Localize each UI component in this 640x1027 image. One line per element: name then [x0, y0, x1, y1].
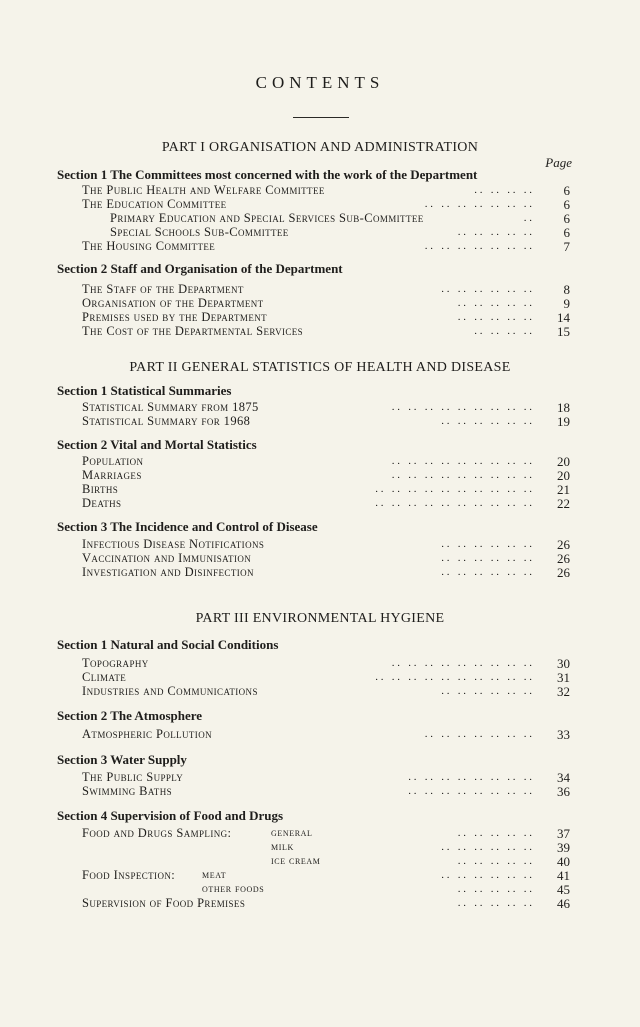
section-heading: Section 2 Staff and Organisation of the Department	[57, 261, 343, 276]
entry-label: The Staff of the Department	[82, 282, 244, 296]
entry-label: Special Schools Sub-Committee	[110, 225, 289, 239]
entry-label: Statistical Summary from 1875	[82, 400, 259, 414]
entry-page: 41	[557, 868, 570, 883]
entry-sublabel: other foods	[202, 883, 265, 895]
entry-label: Topography	[82, 656, 149, 670]
entry-label: Supervision of Food Premises	[82, 896, 246, 910]
leader-dots: . . . . . . . . . .	[457, 883, 532, 895]
entry-label: The Cost of the Departmental Services	[82, 324, 304, 338]
toc-entry[interactable]	[82, 565, 570, 580]
entry-label: Climate	[82, 670, 127, 684]
entry-page: 6	[563, 183, 570, 198]
toc-entry[interactable]	[82, 656, 570, 671]
entry-page: 40	[557, 854, 570, 869]
entry-page: 34	[557, 770, 570, 785]
entry-label: Food and Drugs Sampling:	[82, 826, 232, 840]
entry-page: 8	[563, 282, 570, 297]
toc-entry[interactable]	[82, 183, 570, 198]
leader-dots: . . . . . . . . . . . .	[441, 841, 532, 853]
leader-dots: . . . . . . . . . . . .	[441, 538, 532, 550]
entry-label: Births	[82, 482, 119, 496]
entry-label: Organisation of the Department	[82, 296, 264, 310]
leader-dots: . . . . . . . .	[474, 325, 532, 337]
entry-page: 26	[557, 551, 570, 566]
entry-label: Deaths	[82, 496, 122, 510]
entry-page: 6	[563, 197, 570, 212]
leader-dots: . .	[523, 212, 532, 224]
toc-entry[interactable]	[82, 784, 570, 799]
leader-dots: . . . . . . . . . . . . . . . .	[408, 771, 532, 783]
entry-page: 45	[557, 882, 570, 897]
toc-entry[interactable]	[82, 496, 570, 511]
entry-page: 39	[557, 840, 570, 855]
entry-page: 46	[557, 896, 570, 911]
leader-dots: . . . . . . . . . . . . . . . . . .	[391, 657, 532, 669]
toc-entry[interactable]	[82, 770, 570, 785]
entry-page: 32	[557, 684, 570, 699]
entry-page: 26	[557, 565, 570, 580]
entry-page: 20	[557, 454, 570, 469]
leader-dots: . . . . . . . . . . . . . .	[424, 198, 532, 210]
entry-sublabel: ice cream	[271, 855, 321, 867]
entry-page: 6	[563, 225, 570, 240]
leader-dots: . . . . . . . . . . . .	[441, 566, 532, 578]
leader-dots: . . . . . . . .	[474, 184, 532, 196]
entry-label: Food Inspection:	[82, 868, 176, 882]
entry-label: Marriages	[82, 468, 142, 482]
entry-page: 19	[557, 414, 570, 429]
part-heading: PART II GENERAL STATISTICS OF HEALTH AND DISEASE	[129, 360, 511, 375]
entry-label: The Education Committee	[82, 197, 227, 211]
part-heading: PART III ENVIRONMENTAL HYGIENE	[195, 611, 445, 626]
section-heading: Section 3 The Incidence and Control of Disease	[57, 519, 318, 534]
toc-entry[interactable]	[82, 454, 570, 469]
toc-entry[interactable]	[110, 211, 570, 226]
toc-entry[interactable]	[82, 868, 570, 883]
entry-label: The Public Supply	[82, 770, 184, 784]
entry-page: 18	[557, 400, 570, 415]
leader-dots: . . . . . . . . . . . . . .	[424, 728, 532, 740]
section-heading: Section 4 Supervision of Food and Drugs	[57, 808, 284, 823]
entry-page: 33	[557, 727, 570, 742]
entry-page: 15	[557, 324, 570, 339]
leader-dots: . . . . . . . . . . . .	[441, 685, 532, 697]
leader-dots: . . . . . . . . . .	[457, 897, 532, 909]
toc-entry[interactable]	[82, 310, 570, 325]
entry-page: 21	[557, 482, 570, 497]
entry-sublabel: meat	[202, 869, 227, 881]
entry-label: The Public Health and Welfare Committee	[82, 183, 325, 197]
section-heading: Section 3 Water Supply	[57, 752, 187, 767]
leader-dots: . . . . . . . . . . . . . . . . . . . .	[375, 497, 532, 509]
entry-label: Swimming Baths	[82, 784, 173, 798]
section-heading: Section 1 Natural and Social Conditions	[57, 637, 279, 652]
leader-dots: . . . . . . . . . . . . . . . . . .	[391, 469, 532, 481]
page-title: CONTENTS	[255, 73, 385, 92]
leader-dots: . . . . . . . . . .	[457, 827, 532, 839]
entry-label: Premises used by the Department	[82, 310, 268, 324]
leader-dots: . . . . . . . . . .	[457, 311, 532, 323]
leader-dots: . . . . . . . . . .	[457, 297, 532, 309]
leader-dots: . . . . . . . . . . . . . . . . . . . .	[375, 483, 532, 495]
entry-page: 14	[557, 310, 570, 325]
toc-entry[interactable]	[82, 482, 570, 497]
page-column-label: Page	[545, 155, 572, 170]
entry-label: The Housing Committee	[82, 239, 216, 253]
toc-entry[interactable]	[82, 400, 570, 415]
leader-dots: . . . . . . . . . . . . . . . . . .	[391, 455, 532, 467]
toc-entry[interactable]	[82, 882, 570, 897]
entry-page: 36	[557, 784, 570, 799]
toc-entry[interactable]	[82, 551, 570, 566]
toc-entry[interactable]	[82, 670, 570, 685]
entry-page: 7	[563, 239, 570, 254]
toc-entry[interactable]	[82, 896, 570, 911]
leader-dots: . . . . . . . . . . . .	[441, 283, 532, 295]
toc-entry[interactable]	[82, 727, 570, 742]
toc-entry[interactable]	[110, 225, 570, 240]
leader-dots: . . . . . . . . . . . . . . . .	[408, 785, 532, 797]
toc-entry[interactable]	[82, 324, 570, 339]
entry-label: Statistical Summary for 1968	[82, 414, 251, 428]
entry-label: Population	[82, 454, 144, 468]
entry-label: Vaccination and Immunisation	[82, 551, 252, 565]
section-heading: Section 1 Statistical Summaries	[57, 383, 232, 398]
toc-entry[interactable]	[82, 414, 570, 429]
toc-entry[interactable]	[82, 684, 570, 699]
title-rule	[293, 117, 349, 118]
entry-page: 37	[557, 826, 570, 841]
entry-page: 9	[563, 296, 570, 311]
entry-page: 6	[563, 211, 570, 226]
entry-page: 22	[557, 496, 570, 511]
toc-entry[interactable]	[82, 537, 570, 552]
section-heading: Section 2 Vital and Mortal Statistics	[57, 437, 257, 452]
toc-entry[interactable]	[82, 468, 570, 483]
leader-dots: . . . . . . . . . . . . . . . . . . . .	[375, 671, 532, 683]
leader-dots: . . . . . . . . . . . .	[441, 869, 532, 881]
entry-label: Investigation and Disinfection	[82, 565, 254, 579]
toc-entry[interactable]	[82, 282, 570, 297]
section-heading: Section 2 The Atmosphere	[57, 708, 203, 723]
entry-page: 26	[557, 537, 570, 552]
toc-entry[interactable]	[82, 239, 570, 254]
leader-dots: . . . . . . . . . .	[457, 855, 532, 867]
leader-dots: . . . . . . . . . . . .	[441, 415, 532, 427]
part-heading: PART I ORGANISATION AND ADMINISTRATION	[161, 140, 479, 155]
toc-entry[interactable]	[82, 826, 570, 841]
toc-entry[interactable]	[82, 197, 570, 212]
entry-page: 30	[557, 656, 570, 671]
entry-label: Industries and Communications	[82, 684, 258, 698]
entry-sublabel: general	[271, 827, 313, 839]
leader-dots: . . . . . . . . . .	[457, 226, 532, 238]
entry-label: Primary Education and Special Services Sub-Committee	[110, 211, 424, 225]
entry-page: 20	[557, 468, 570, 483]
entry-page: 31	[557, 670, 570, 685]
leader-dots: . . . . . . . . . . . . . . . . . .	[391, 401, 532, 413]
entry-sublabel: milk	[271, 841, 294, 853]
toc-entry[interactable]	[82, 840, 570, 855]
toc-entry[interactable]	[82, 854, 570, 869]
toc-entry[interactable]	[82, 296, 570, 311]
leader-dots: . . . . . . . . . . . .	[441, 552, 532, 564]
entry-label: Atmospheric Pollution	[82, 727, 213, 741]
entry-label: Infectious Disease Notifications	[82, 537, 265, 551]
leader-dots: . . . . . . . . . . . . . .	[424, 240, 532, 252]
section-heading: Section 1 The Committees most concerned with the work of the Department	[57, 167, 478, 182]
